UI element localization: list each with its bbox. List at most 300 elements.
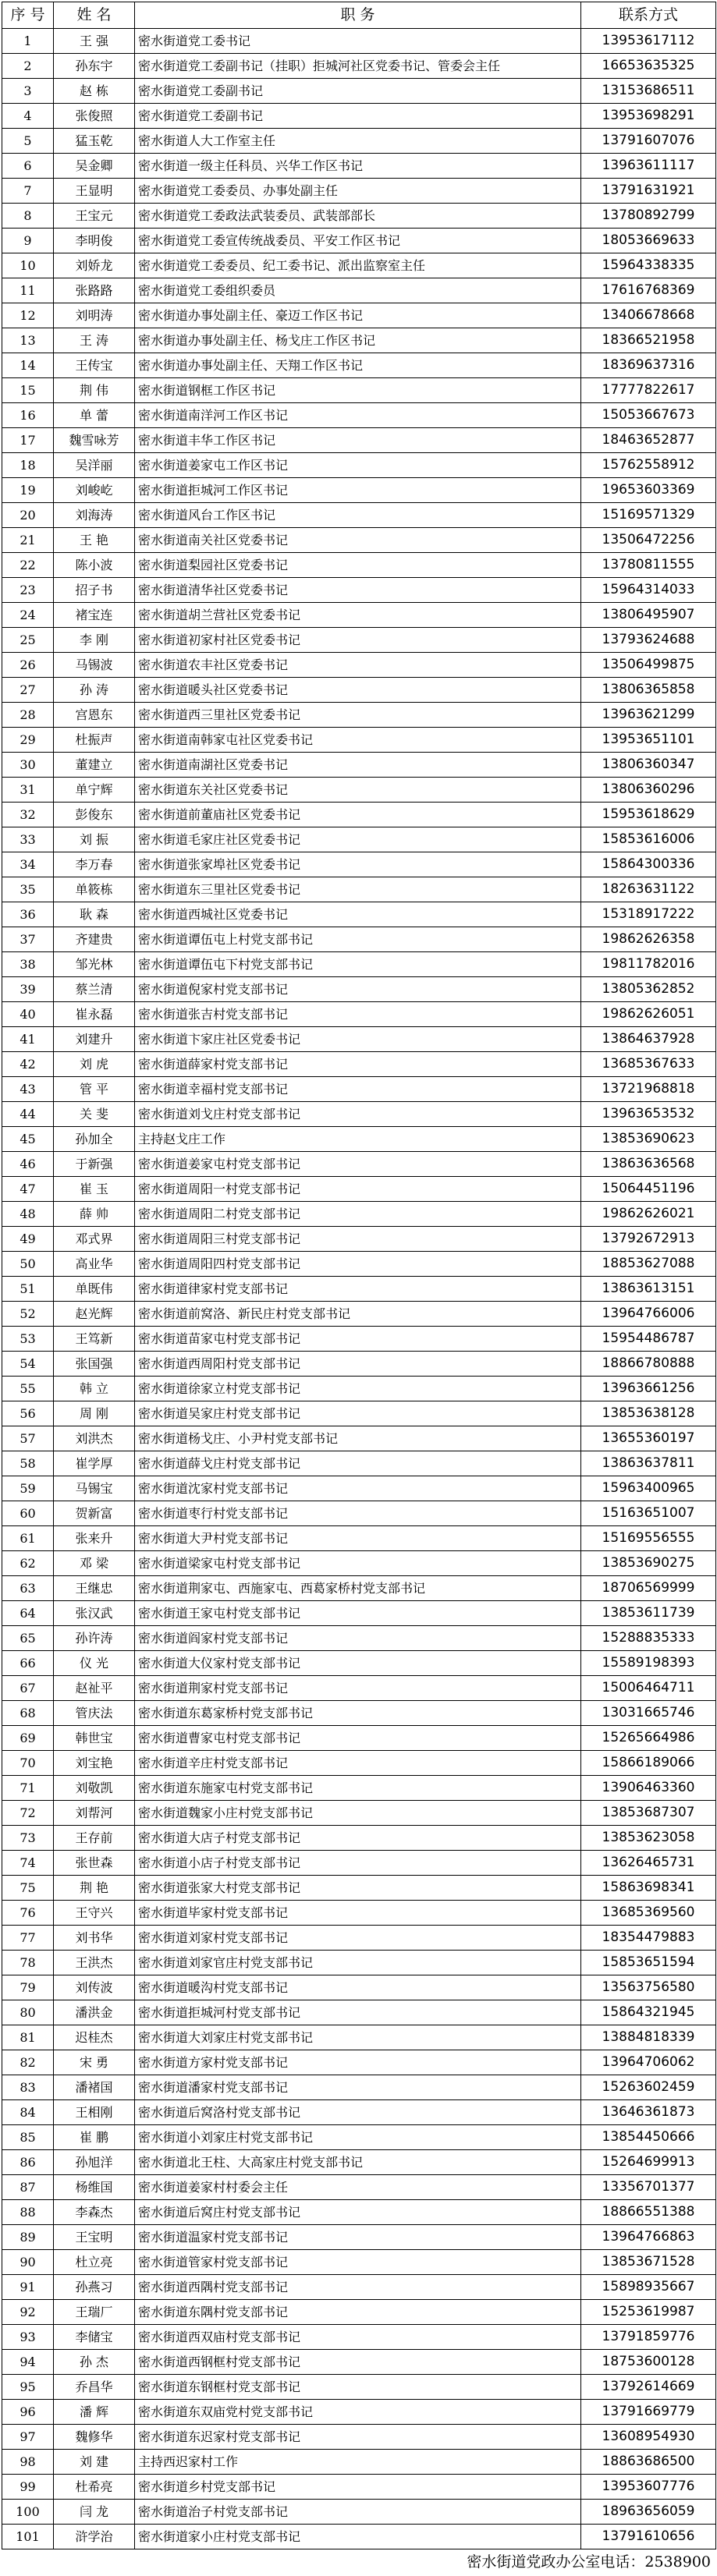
phone-number: 13853690623 — [581, 1127, 716, 1152]
position: 密水街道周阳一村党支部书记 — [135, 1177, 581, 1202]
row-number: 55 — [2, 1377, 54, 1401]
row-number: 99 — [2, 2475, 54, 2500]
table-row — [2, 1451, 716, 1476]
table-row — [2, 2000, 716, 2025]
table-row — [2, 902, 716, 927]
person-name: 张来升 — [54, 1526, 135, 1551]
phone-number: 13792672913 — [581, 1227, 716, 1252]
phone-number: 13793624688 — [581, 628, 716, 653]
table-row — [2, 1352, 716, 1377]
table-row — [2, 703, 716, 728]
row-number: 48 — [2, 1202, 54, 1227]
phone-number: 13563756580 — [581, 1975, 716, 2000]
position: 密水街道姜家屯村党支部书记 — [135, 1152, 581, 1177]
row-number: 6 — [2, 154, 54, 179]
row-number: 63 — [2, 1576, 54, 1601]
contact-table — [2, 2, 716, 2549]
phone-number: 13853671528 — [581, 2250, 716, 2275]
position: 密水街道大仪家村党支部书记 — [135, 1651, 581, 1676]
row-number: 20 — [2, 503, 54, 528]
position: 密水街道曹家屯村党支部书记 — [135, 1726, 581, 1751]
row-number: 73 — [2, 1826, 54, 1851]
position: 密水街道荆家屯、西施家屯、西葛家桥村党支部书记 — [135, 1576, 581, 1601]
table-row — [2, 1651, 716, 1676]
row-number: 44 — [2, 1102, 54, 1127]
row-number: 59 — [2, 1476, 54, 1501]
row-number: 82 — [2, 2050, 54, 2075]
row-number: 57 — [2, 1426, 54, 1451]
phone-number: 13153686511 — [581, 79, 716, 104]
row-number: 51 — [2, 1277, 54, 1302]
table-row — [2, 778, 716, 803]
position: 密水街道周阳四村党支部书记 — [135, 1252, 581, 1277]
row-number: 22 — [2, 553, 54, 578]
position: 密水街道一级主任科员、兴华工作区书记 — [135, 154, 581, 179]
phone-number: 18853627088 — [581, 1252, 716, 1277]
position: 密水街道吴家庄村党支部书记 — [135, 1401, 581, 1426]
phone-number: 15169571329 — [581, 503, 716, 528]
row-number: 18 — [2, 453, 54, 478]
table-row — [2, 678, 716, 703]
person-name: 董建立 — [54, 753, 135, 778]
person-name: 刘 振 — [54, 827, 135, 852]
position: 密水街道北王柱、大高家庄村党支部书记 — [135, 2150, 581, 2175]
person-name: 招子书 — [54, 578, 135, 603]
table-row — [2, 1501, 716, 1526]
phone-number: 18463652877 — [581, 428, 716, 453]
row-number: 67 — [2, 1676, 54, 1701]
row-number: 68 — [2, 1701, 54, 1726]
table-row — [2, 378, 716, 403]
person-name: 彭俊东 — [54, 803, 135, 827]
phone-number: 13853690275 — [581, 1551, 716, 1576]
phone-number: 13406678668 — [581, 303, 716, 328]
row-number: 40 — [2, 1002, 54, 1027]
table-row — [2, 2525, 716, 2549]
person-name: 潘洪金 — [54, 2000, 135, 2025]
table-row — [2, 1102, 716, 1127]
row-number: 70 — [2, 1751, 54, 1776]
table-row — [2, 129, 716, 154]
table-row — [2, 1901, 716, 1926]
row-number: 83 — [2, 2075, 54, 2100]
phone-number: 13863637811 — [581, 1451, 716, 1476]
row-number: 43 — [2, 1077, 54, 1102]
row-number: 97 — [2, 2425, 54, 2450]
table-row — [2, 852, 716, 877]
phone-number: 15288835333 — [581, 1626, 716, 1651]
person-name: 魏修华 — [54, 2425, 135, 2450]
person-name: 蔡兰清 — [54, 977, 135, 1002]
phone-number: 18366521958 — [581, 328, 716, 353]
row-number: 94 — [2, 2350, 54, 2375]
table-row — [2, 1177, 716, 1202]
table-row — [2, 1726, 716, 1751]
phone-number: 15964314033 — [581, 578, 716, 603]
position: 密水街道乡村党支部书记 — [135, 2475, 581, 2500]
row-number: 47 — [2, 1177, 54, 1202]
position: 密水街道小刘家庄村党支部书记 — [135, 2125, 581, 2150]
phone-number: 18706569999 — [581, 1576, 716, 1601]
phone-number: 13685367633 — [581, 1052, 716, 1077]
phone-number: 13791859776 — [581, 2325, 716, 2350]
row-number: 90 — [2, 2250, 54, 2275]
position: 密水街道管家村党支部书记 — [135, 2250, 581, 2275]
person-name: 刘洪杰 — [54, 1426, 135, 1451]
position: 密水街道周阳三村党支部书记 — [135, 1227, 581, 1252]
phone-number: 13864637928 — [581, 1027, 716, 1052]
table-row — [2, 2400, 716, 2425]
position: 密水街道西城社区党委书记 — [135, 902, 581, 927]
phone-number: 15863698341 — [581, 1876, 716, 1901]
row-number: 85 — [2, 2125, 54, 2150]
person-name: 仪 光 — [54, 1651, 135, 1676]
phone-number: 18866780888 — [581, 1352, 716, 1377]
phone-number: 13791607076 — [581, 129, 716, 154]
row-number: 1 — [2, 29, 54, 54]
row-number: 42 — [2, 1052, 54, 1077]
phone-number: 13791610656 — [581, 2525, 716, 2549]
phone-number: 18053669633 — [581, 229, 716, 253]
phone-number: 18263631122 — [581, 877, 716, 902]
phone-number: 13806360347 — [581, 753, 716, 778]
row-number: 32 — [2, 803, 54, 827]
table-row — [2, 453, 716, 478]
person-name: 王宝明 — [54, 2225, 135, 2250]
person-name: 刘峻屹 — [54, 478, 135, 503]
phone-number: 15762558912 — [581, 453, 716, 478]
row-number: 87 — [2, 2175, 54, 2200]
phone-number: 15064451196 — [581, 1177, 716, 1202]
phone-number: 13780892799 — [581, 204, 716, 229]
table-row — [2, 1975, 716, 2000]
position: 密水街道拒城河工作区书记 — [135, 478, 581, 503]
phone-number: 15264699913 — [581, 2150, 716, 2175]
phone-number: 15853651594 — [581, 1951, 716, 1975]
table-row — [2, 2050, 716, 2075]
person-name: 宋 勇 — [54, 2050, 135, 2075]
row-number: 64 — [2, 1601, 54, 1626]
table-row — [2, 1327, 716, 1352]
position: 密水街道党工委政法武装委员、武装部部长 — [135, 204, 581, 229]
row-number: 38 — [2, 952, 54, 977]
table-row — [2, 104, 716, 129]
row-number: 75 — [2, 1876, 54, 1901]
table-row — [2, 1926, 716, 1951]
position: 密水街道刘家村党支部书记 — [135, 1926, 581, 1951]
person-name: 崔 玉 — [54, 1177, 135, 1202]
table-row — [2, 2375, 716, 2400]
row-number: 76 — [2, 1901, 54, 1926]
person-name: 王瑞厂 — [54, 2300, 135, 2325]
table-row — [2, 528, 716, 553]
row-number: 9 — [2, 229, 54, 253]
table-row — [2, 2350, 716, 2375]
row-number: 37 — [2, 927, 54, 952]
position: 密水街道方家村党支部书记 — [135, 2050, 581, 2075]
person-name: 赵 栋 — [54, 79, 135, 104]
position: 密水街道拒城河村党支部书记 — [135, 2000, 581, 2025]
person-name: 王传宝 — [54, 353, 135, 378]
phone-number: 13506472256 — [581, 528, 716, 553]
person-name: 邓 梁 — [54, 1551, 135, 1576]
table-row — [2, 303, 716, 328]
position: 密水街道律家村党支部书记 — [135, 1277, 581, 1302]
phone-number: 17616768369 — [581, 278, 716, 303]
person-name: 迟桂杰 — [54, 2025, 135, 2050]
person-name: 浒学治 — [54, 2525, 135, 2549]
phone-number: 15265664986 — [581, 1726, 716, 1751]
person-name: 杜立亮 — [54, 2250, 135, 2275]
table-row — [2, 229, 716, 253]
table-row — [2, 2250, 716, 2275]
person-name: 孙燕习 — [54, 2275, 135, 2300]
position: 密水街道初家村社区党委书记 — [135, 628, 581, 653]
position: 密水街道刘家官庄村党支部书记 — [135, 1951, 581, 1975]
position: 密水街道党工委委员、纪工委书记、派出监察室主任 — [135, 253, 581, 278]
person-name: 崔学厚 — [54, 1451, 135, 1476]
phone-number: 15253619987 — [581, 2300, 716, 2325]
person-name: 齐建贵 — [54, 927, 135, 952]
table-row — [2, 1152, 716, 1177]
row-number: 91 — [2, 2275, 54, 2300]
position: 密水街道姜家村村委会主任 — [135, 2175, 581, 2200]
table-row — [2, 578, 716, 603]
person-name: 于新强 — [54, 1152, 135, 1177]
phone-number: 13655360197 — [581, 1426, 716, 1451]
phone-number: 13806365858 — [581, 678, 716, 703]
position: 密水街道东施家屯村党支部书记 — [135, 1776, 581, 1801]
row-number: 96 — [2, 2400, 54, 2425]
position: 密水街道潘家村党支部书记 — [135, 2075, 581, 2100]
phone-number: 15853616006 — [581, 827, 716, 852]
position: 密水街道薛家村党支部书记 — [135, 1052, 581, 1077]
phone-number: 13721968818 — [581, 1077, 716, 1102]
table-row — [2, 1676, 716, 1701]
row-number: 81 — [2, 2025, 54, 2050]
row-number: 15 — [2, 378, 54, 403]
table-row — [2, 2425, 716, 2450]
row-number: 26 — [2, 653, 54, 678]
person-name: 王相刚 — [54, 2100, 135, 2125]
person-name: 孙东宇 — [54, 54, 135, 79]
row-number: 61 — [2, 1526, 54, 1551]
person-name: 张路路 — [54, 278, 135, 303]
position: 密水街道清华社区党委书记 — [135, 578, 581, 603]
phone-number: 13953617112 — [581, 29, 716, 54]
row-number: 79 — [2, 1975, 54, 2000]
position: 密水街道党工委副书记 — [135, 104, 581, 129]
position: 密水街道大刘家庄村党支部书记 — [135, 2025, 581, 2050]
table-row — [2, 803, 716, 827]
position: 密水街道小店子村党支部书记 — [135, 1851, 581, 1876]
position: 密水街道南关社区党委书记 — [135, 528, 581, 553]
table-row — [2, 2275, 716, 2300]
table-row — [2, 1127, 716, 1152]
position: 密水街道张家埠社区党委书记 — [135, 852, 581, 877]
row-number: 36 — [2, 902, 54, 927]
phone-number: 13685369560 — [581, 1901, 716, 1926]
row-number: 13 — [2, 328, 54, 353]
position: 密水街道刘戈庄村党支部书记 — [135, 1102, 581, 1127]
position: 密水街道东关社区党委书记 — [135, 778, 581, 803]
table-row — [2, 1252, 716, 1277]
row-number: 60 — [2, 1501, 54, 1526]
table-row — [2, 253, 716, 278]
position: 密水街道人大工作室主任 — [135, 129, 581, 154]
table-row — [2, 1027, 716, 1052]
person-name: 杜振声 — [54, 728, 135, 753]
phone-number: 13953607776 — [581, 2475, 716, 2500]
person-name: 王笃新 — [54, 1327, 135, 1352]
position: 密水街道东葛家桥村党支部书记 — [135, 1701, 581, 1726]
phone-number: 18753600128 — [581, 2350, 716, 2375]
table-row — [2, 1826, 716, 1851]
person-name: 王洪杰 — [54, 1951, 135, 1975]
row-number: 62 — [2, 1551, 54, 1576]
position: 密水街道温家村党支部书记 — [135, 2225, 581, 2250]
position: 密水街道党工委书记 — [135, 29, 581, 54]
person-name: 刘建升 — [54, 1027, 135, 1052]
row-number: 66 — [2, 1651, 54, 1676]
person-name: 刘海涛 — [54, 503, 135, 528]
position: 主持西迟家村工作 — [135, 2450, 581, 2475]
phone-number: 15898935667 — [581, 2275, 716, 2300]
table-row — [2, 2175, 716, 2200]
position: 密水街道王家屯村党支部书记 — [135, 1601, 581, 1626]
position: 密水街道大店子村党支部书记 — [135, 1826, 581, 1851]
table-row — [2, 1302, 716, 1327]
person-name: 荆 伟 — [54, 378, 135, 403]
position: 密水街道苗家屯村党支部书记 — [135, 1327, 581, 1352]
table-row — [2, 478, 716, 503]
person-name: 张俊照 — [54, 104, 135, 129]
person-name: 薛 帅 — [54, 1202, 135, 1227]
person-name: 邹光林 — [54, 952, 135, 977]
table-row — [2, 2450, 716, 2475]
row-number: 30 — [2, 753, 54, 778]
position: 密水街道枣行村党支部书记 — [135, 1501, 581, 1526]
position: 密水街道西隅村党支部书记 — [135, 2275, 581, 2300]
table-row — [2, 1551, 716, 1576]
table-row — [2, 1851, 716, 1876]
table-row — [2, 1202, 716, 1227]
table-row — [2, 2225, 716, 2250]
person-name: 李明俊 — [54, 229, 135, 253]
row-number: 46 — [2, 1152, 54, 1177]
row-number: 24 — [2, 603, 54, 628]
person-name: 贺新富 — [54, 1501, 135, 1526]
position: 密水街道后窝庄村党支部书记 — [135, 2200, 581, 2225]
position: 密水街道杨戈庄、小尹村党支部书记 — [135, 1426, 581, 1451]
position: 密水街道西三里社区党委书记 — [135, 703, 581, 728]
person-name: 陈小波 — [54, 553, 135, 578]
row-number: 69 — [2, 1726, 54, 1751]
phone-number: 15954486787 — [581, 1327, 716, 1352]
phone-number: 15163651007 — [581, 1501, 716, 1526]
position: 密水街道办事处副主任、杨戈庄工作区书记 — [135, 328, 581, 353]
phone-number: 18369637316 — [581, 353, 716, 378]
phone-number: 13806360296 — [581, 778, 716, 803]
row-number: 23 — [2, 578, 54, 603]
position: 密水街道丰华工作区书记 — [135, 428, 581, 453]
phone-number: 13626465731 — [581, 1851, 716, 1876]
row-number: 14 — [2, 353, 54, 378]
person-name: 吴金卿 — [54, 154, 135, 179]
position: 密水街道钢框工作区书记 — [135, 378, 581, 403]
position: 密水街道治子村党支部书记 — [135, 2500, 581, 2525]
row-number: 34 — [2, 852, 54, 877]
phone-number: 17777822617 — [581, 378, 716, 403]
person-name: 管 平 — [54, 1077, 135, 1102]
phone-number: 16653635325 — [581, 54, 716, 79]
position: 密水街道党工委宣传统战委员、平安工作区书记 — [135, 229, 581, 253]
table-row — [2, 353, 716, 378]
position: 密水街道辛庄村党支部书记 — [135, 1751, 581, 1776]
table-row — [2, 1277, 716, 1302]
person-name: 马锡宝 — [54, 1476, 135, 1501]
table-row — [2, 603, 716, 628]
row-number: 12 — [2, 303, 54, 328]
position: 密水街道东三里社区党委书记 — [135, 877, 581, 902]
table-row — [2, 553, 716, 578]
person-name: 孙 涛 — [54, 678, 135, 703]
person-name: 崔 鹏 — [54, 2125, 135, 2150]
phone-number: 18354479883 — [581, 1926, 716, 1951]
table-row — [2, 1476, 716, 1501]
position: 密水街道后窝洛村党支部书记 — [135, 2100, 581, 2125]
table-row — [2, 1576, 716, 1601]
row-number: 54 — [2, 1352, 54, 1377]
phone-number: 19653603369 — [581, 478, 716, 503]
person-name: 刘宝艳 — [54, 1751, 135, 1776]
position: 密水街道梁家屯村党支部书记 — [135, 1551, 581, 1576]
row-number: 72 — [2, 1801, 54, 1826]
person-name: 赵光辉 — [54, 1302, 135, 1327]
phone-number: 15953618629 — [581, 803, 716, 827]
person-name: 刘书华 — [54, 1926, 135, 1951]
person-name: 李 刚 — [54, 628, 135, 653]
row-number: 17 — [2, 428, 54, 453]
table-row — [2, 2500, 716, 2525]
phone-number: 13805362852 — [581, 977, 716, 1002]
position: 密水街道党工委副书记 — [135, 79, 581, 104]
person-name: 韩 立 — [54, 1377, 135, 1401]
position: 密水街道暖沟村党支部书记 — [135, 1975, 581, 2000]
person-name: 刘娇龙 — [54, 253, 135, 278]
person-name: 马锡波 — [54, 653, 135, 678]
row-number: 4 — [2, 104, 54, 129]
table-row — [2, 1626, 716, 1651]
position: 密水街道暖头社区党委书记 — [135, 678, 581, 703]
position: 密水街道毕家村党支部书记 — [135, 1901, 581, 1926]
row-number: 89 — [2, 2225, 54, 2250]
position: 密水街道谭伍屯上村党支部书记 — [135, 927, 581, 952]
row-number: 11 — [2, 278, 54, 303]
table-row — [2, 428, 716, 453]
person-name: 王存前 — [54, 1826, 135, 1851]
person-name: 宫恩东 — [54, 703, 135, 728]
row-number: 77 — [2, 1926, 54, 1951]
phone-number: 13791669779 — [581, 2400, 716, 2425]
person-name: 单 蕾 — [54, 403, 135, 428]
table-row — [2, 628, 716, 653]
row-number: 92 — [2, 2300, 54, 2325]
position: 密水街道西双庙村党支部书记 — [135, 2325, 581, 2350]
position: 密水街道农丰社区党委书记 — [135, 653, 581, 678]
row-number: 3 — [2, 79, 54, 104]
phone-number: 13806495907 — [581, 603, 716, 628]
